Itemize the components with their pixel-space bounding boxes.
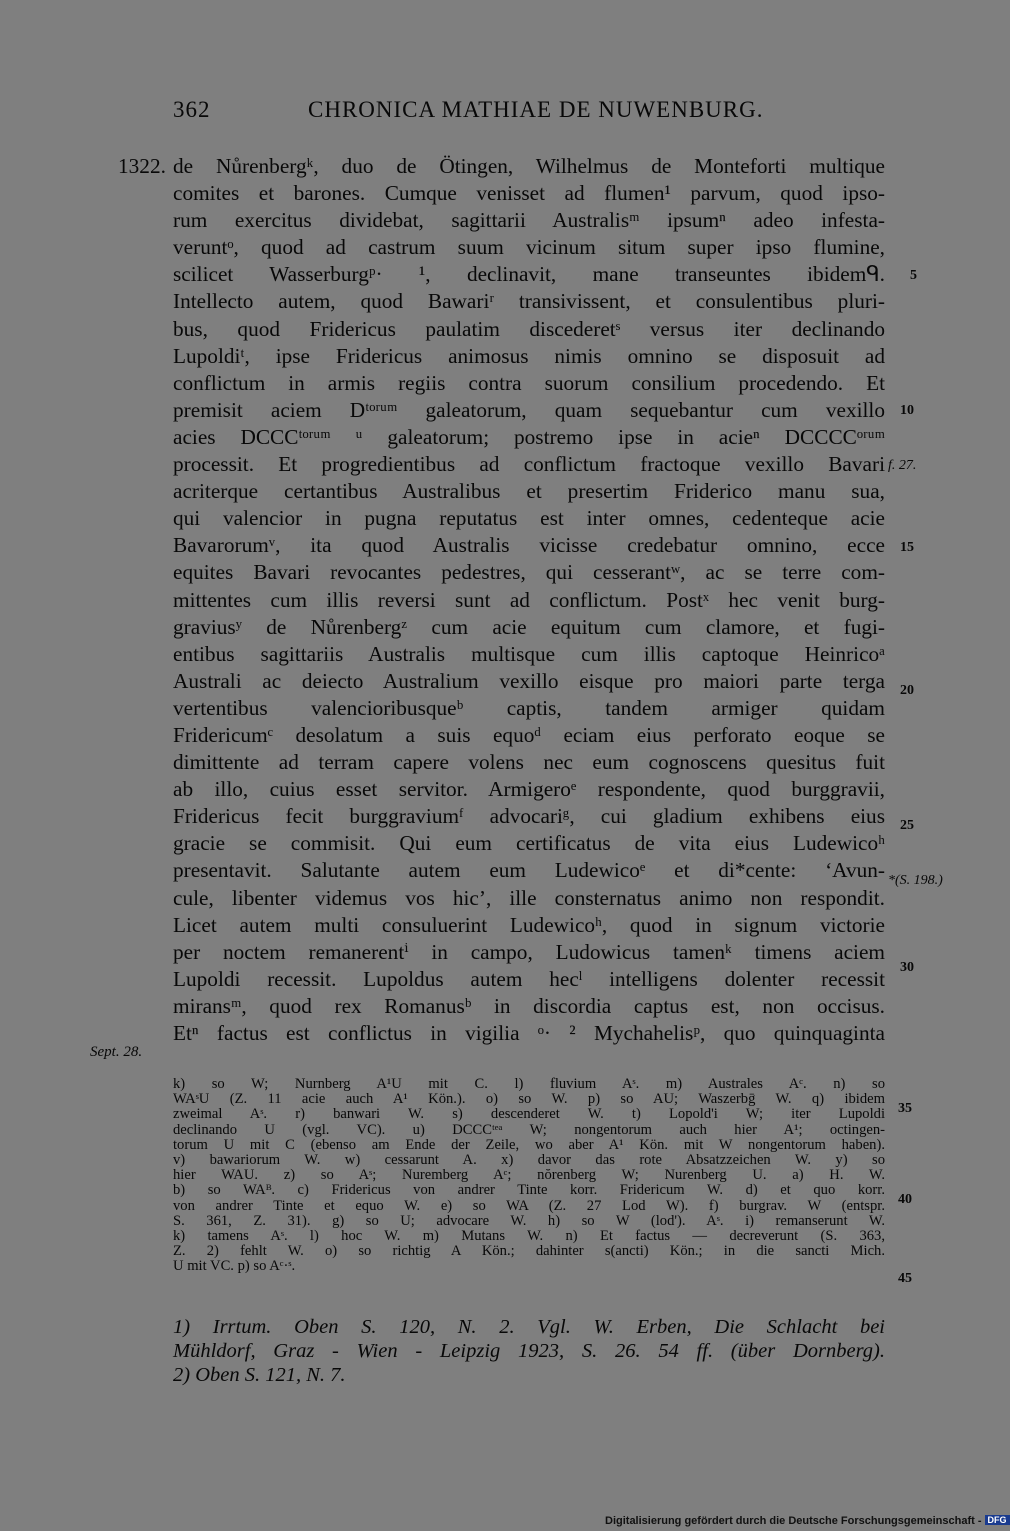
line-number: 40	[898, 1192, 912, 1207]
text-line: dimittente ad terram capere volens nec eum cognoscens quesitus fuit	[173, 750, 885, 775]
text-line: acriterque certantibus Australibus et presertim Friderico manu sua,	[173, 479, 885, 504]
text-line: vertentibus valencioribusqueᵇ captis, tandem armiger quidam	[173, 695, 885, 720]
text-line: Lupoldiᵗ, ipse Fridericus animosus nimis omnino se disposuit ad	[173, 343, 885, 368]
text-line: Bavarorumᵛ, ita quod Australis vicisse credebatur omnino, ecce	[173, 533, 885, 558]
text-line: Lupoldi recessit. Lupoldus autem hecˡ intelligens dolenter recessit	[173, 966, 885, 991]
text-line: rum exercitus dividebat, sagittarii Australisᵐ ipsumⁿ adeo infesta-	[173, 208, 885, 233]
text-line: veruntᵒ, quod ad castrum suum vicinum situm super ipso flumine,	[173, 235, 885, 260]
footnote-line: torum U mit C (ebenso am Ende der Zeile, wo aber A¹ Kön. mit W nongentorum haben).	[173, 1136, 885, 1153]
text-line: equites Bavari revocantes pedestres, qui cesserantʷ, ac se terre com-	[173, 560, 885, 585]
critical-apparatus	[173, 1077, 885, 1274]
footnote-line: von andrer Tinte et equo W. e) so WA (Z. 27 Lod W). f) burgrav. W (entspr.	[173, 1197, 885, 1214]
text-line: gracie se commisit. Qui eum certificatus de vita eius Ludewicoʰ	[173, 831, 885, 856]
date-margin-note: Sept. 28.	[90, 1044, 143, 1060]
text-line: Australi ac deiecto Australium vexillo eisque pro maiori parte terga	[173, 668, 885, 693]
running-title: CHRONICA MATHIAE DE NUWENBURG.	[308, 97, 764, 122]
footnote-line: k) tamens Aˢ. l) hoc W. m) Mutans W. n) Et factus — decreverunt (S. 363,	[173, 1227, 885, 1244]
note-line: 2) Oben S. 121, N. 7.	[173, 1364, 346, 1386]
credit-text: Digitalisierung gefördert durch die Deutsche Forschungsgemeinschaft -	[605, 1515, 982, 1527]
footnote-line: WAˢU (Z. 11 acie auch A¹ Kön.). o) so W. p) so AU; Waszerbḡ W. q) ibidem	[173, 1091, 885, 1108]
text-line: cule, libenter videmus vos hic’, ille consternatus animo non respondit.	[173, 885, 885, 910]
folio-note: f. 27.	[888, 458, 917, 473]
line-number: 25	[900, 818, 914, 833]
text-line: qui valencior in pugna reputatus est inter omnes, cedenteque acie	[173, 506, 885, 531]
page-ref-note: *(S. 198.)	[888, 873, 943, 888]
text-line: comites et barones. Cumque venisset ad flumen¹ parvum, quod ipso-	[173, 181, 885, 206]
text-line: graviusʸ de Nůrenbergᶻ cum acie equitum cum clamore, et fugi-	[173, 614, 885, 639]
dfg-logo: DFG	[985, 1515, 1010, 1525]
text-line: presentavit. Salutante autem eum Ludewicoᵉ et di*cente: ‘Avun-	[173, 858, 885, 883]
digitization-credit	[605, 1515, 1010, 1527]
line-number: 10	[900, 403, 914, 418]
note-line: 1) Irrtum. Oben S. 120, N. 2. Vgl. W. Erben, Die Schlacht bei	[173, 1316, 885, 1338]
text-line: processit. Et progredientibus ad conflictum fractoque vexillo Bavari	[173, 452, 885, 477]
text-line: scilicet Wasserburgᵖ· ¹, declinavit, mane transeuntes ibidemᑫ.	[173, 262, 885, 287]
text-line: premisit aciem Dᵗᵒʳᵘᵐ galeatorum, quam sequebantur cum vexillo	[173, 397, 885, 422]
text-line: ab illo, cuius esset servitor. Armigeroᵉ respondente, quod burggravii,	[173, 777, 885, 802]
line-number: 35	[898, 1101, 912, 1116]
text-line: miransᵐ, quod rex Romanusᵇ in discordia captus est, non occisus.	[173, 993, 885, 1018]
footnote-line: b) so WAᴮ. c) Fridericus von andrer Tinte korr. Fridericum W. d) et quo korr.	[173, 1182, 885, 1199]
footnote-line: S. 361, Z. 31). g) so U; advocare W. h) so W (lod'). Aˢ. i) remanserunt W.	[173, 1212, 885, 1229]
line-number: 30	[900, 960, 914, 975]
line-number: 45	[898, 1271, 912, 1286]
text-line: de Nůrenbergᵏ, duo de Ötingen, Wilhelmus de Monteforti multique	[173, 154, 885, 178]
page-header	[173, 97, 885, 131]
footnote-line: hier WAU. z) so Aˢ; Nuremberg Aᶜ; nŏrenberg W; Nurenberg U. a) H. W.	[173, 1167, 885, 1184]
year-margin-note: 1322.	[118, 154, 166, 178]
line-number: 20	[900, 683, 914, 698]
text-line: Fridericus fecit burggraviumᶠ advocariᵍ, cui gladium exhibens eius	[173, 804, 885, 829]
page-number: 362	[173, 97, 211, 122]
text-line: conflictum in armis regiis contra suorum consilium procedendo. Et	[173, 370, 885, 395]
line-number: 15	[900, 540, 914, 555]
text-line: Etⁿ factus est conflictus in vigilia ᵒ· ² Mychahelisᵖ, quo quinquaginta	[173, 1021, 885, 1045]
text-line: bus, quod Fridericus paulatim discederetˢ versus iter declinando	[173, 316, 885, 341]
editorial-notes	[173, 1315, 885, 1387]
footnote-line: U mit VC. p) so Aᶜ·ˢ.	[173, 1258, 296, 1275]
line-number: 5	[910, 268, 917, 283]
text-line: Fridericumᶜ desolatum a suis equoᵈ eciam eius perforato eoque se	[173, 722, 885, 747]
footnote-line: declinando U (vgl. VC). u) DCCCᵗᵉᵃ W; nongentorum auch hier A¹; octingen-	[173, 1121, 885, 1138]
text-line: entibus sagittariis Australis multisque cum illis captoque Heinricoᵃ	[173, 641, 885, 666]
text-line: per noctem remanerentⁱ in campo, Ludowicus tamenᵏ timens aciem	[173, 939, 885, 964]
text-line: acies DCCCᵗᵒʳᵘᵐ ᵘ galeatorum; postremo ipse in acieⁿ DCCCCᵒʳᵘᵐ	[173, 424, 885, 449]
text-line: mittentes cum illis reversi sunt ad conflictum. Postˣ hec venit burg-	[173, 587, 885, 612]
main-text	[173, 153, 885, 1047]
note-line: Mühldorf, Graz - Wien - Leipzig 1923, S. 26. 54 ff. (über Dornberg).	[173, 1340, 885, 1362]
footnote-line: v) bawariorum W. w) cessarunt A. x) davor das rote Absatzzeichen W. y) so	[173, 1151, 885, 1168]
text-line: Intellecto autem, quod Bawariʳ transivissent, et consulentibus pluri-	[173, 289, 885, 314]
footnote-line: Z. 2) fehlt W. o) so richtig A Kön.; dahinter s(ancti) Kön.; in die sancti Mich.	[173, 1243, 885, 1260]
footnote-line: k) so W; Nurnberg A¹U mit C. l) fluvium Aˢ. m) Australes Aᶜ. n) so	[173, 1076, 885, 1092]
footnote-line: zweimal Aˢ. r) banwari W. s) descenderet W. t) Lopold'i W; iter Lupoldi	[173, 1106, 885, 1123]
text-line: Licet autem multi consuluerint Ludewicoʰ, quod in signum victorie	[173, 912, 885, 937]
